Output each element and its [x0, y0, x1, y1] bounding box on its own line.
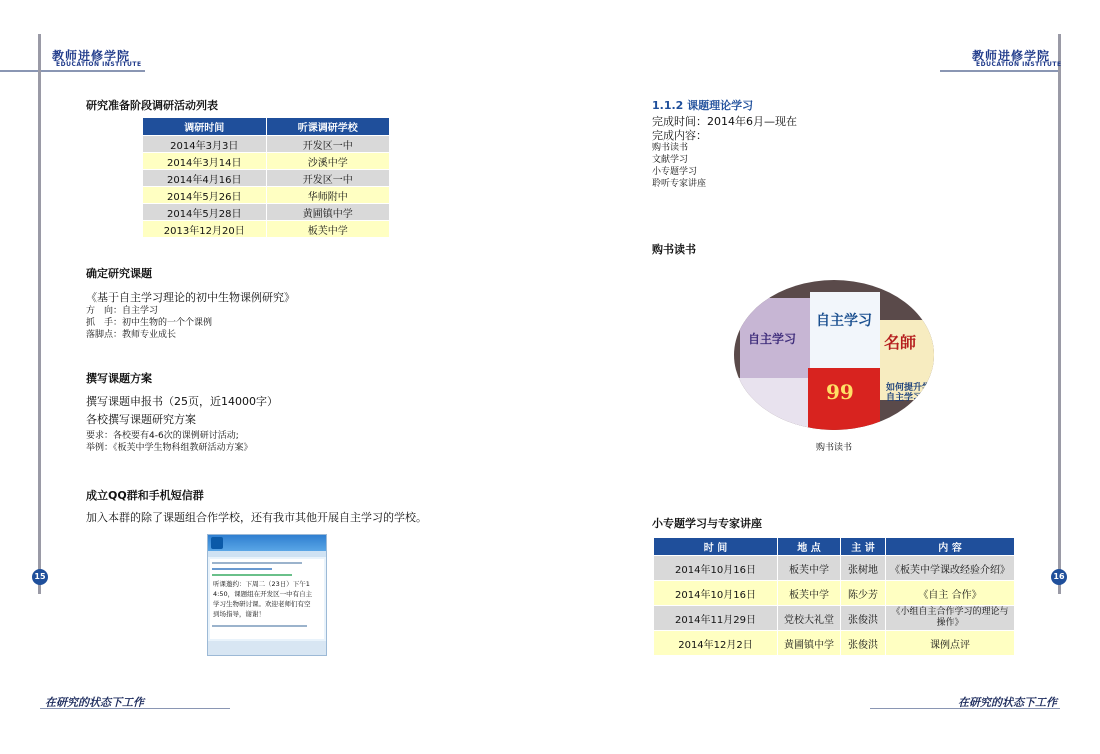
plan-example: 举例：《板芙中学生物科组教研活动方案》 — [86, 443, 253, 453]
cell-time: 2014年10月16日 — [654, 556, 778, 581]
book-cover — [738, 378, 808, 428]
page-edge-left — [38, 34, 41, 594]
books-photo — [734, 280, 934, 430]
cell-content: 课例点评 — [886, 631, 1015, 656]
qq-heading: 成立QQ群和手机短信群 — [86, 489, 204, 502]
lectures-table — [653, 537, 1015, 656]
theory-time: 完成时间：2014年6月—现在 — [652, 115, 797, 128]
footer-motto-right: 在研究的状态下工作 — [958, 696, 1057, 709]
survey-heading: 研究准备阶段调研活动列表 — [86, 99, 218, 112]
cell-date: 2014年5月28日 — [143, 204, 267, 221]
cell-date: 2014年4月16日 — [143, 170, 267, 187]
cell-place: 板芙中学 — [778, 556, 841, 581]
cell-time: 2014年11月29日 — [654, 606, 778, 631]
theory-item-2: 文献学习 — [652, 155, 689, 165]
cell-date: 2013年12月20日 — [143, 221, 267, 238]
qq-input-toolbar — [208, 641, 326, 655]
book-title: 名師 — [884, 333, 917, 352]
logo-title-right: 教师进修学院 — [972, 49, 1051, 63]
lectures-col-place: 地 点 — [778, 538, 841, 556]
topic-goal: 落脚点：教师专业成长 — [86, 330, 177, 340]
lectures-col-content: 内 容 — [886, 538, 1015, 556]
book-cover — [810, 292, 880, 380]
cell-speaker: 张俊洪 — [841, 631, 886, 656]
theory-item-3: 小专题学习 — [652, 167, 698, 177]
qq-meta-line — [212, 562, 302, 564]
cell-content: 《自主 合作》 — [886, 581, 1015, 606]
qq-title-bar — [208, 535, 326, 551]
qq-toolbar — [208, 551, 326, 557]
lectures-col-time: 时 间 — [654, 538, 778, 556]
book-title: 如何提升学 — [886, 383, 932, 393]
cell-place: 党校大礼堂 — [778, 606, 841, 631]
topic-direction: 方 向：自主学习 — [86, 306, 159, 316]
cell-school: 开发区一中 — [266, 136, 390, 153]
qq-avatar-icon — [211, 537, 223, 549]
table-row — [143, 136, 390, 153]
qq-meta-line — [212, 568, 272, 570]
cell-content: 《板芙中学课改经验介绍》 — [886, 556, 1015, 581]
qq-group-screenshot — [207, 534, 327, 656]
plan-line-1: 撰写课题申报书（25页，近14000字） — [86, 395, 278, 408]
table-row — [654, 631, 1015, 656]
survey-table — [142, 117, 390, 238]
survey-col-date: 调研时间 — [143, 118, 267, 136]
qq-meta-line — [212, 625, 307, 627]
cell-date: 2014年3月14日 — [143, 153, 267, 170]
cell-speaker: 张俊洪 — [841, 606, 886, 631]
logo-subtitle-right: EDUCATION INSTITUTE — [976, 61, 1062, 68]
qq-message-line-4: 到场指导，谢谢！ — [213, 610, 265, 618]
plan-heading: 撰写课题方案 — [86, 372, 152, 385]
table-row — [143, 221, 390, 238]
book-title: 自主学习 — [886, 393, 923, 403]
table-row — [143, 153, 390, 170]
cell-school: 沙溪中学 — [266, 153, 390, 170]
table-row — [654, 606, 1015, 631]
lectures-heading: 小专题学习与专家讲座 — [652, 517, 762, 530]
qq-message-line-2: 4:50，课题组在开发区一中有自主 — [213, 590, 313, 598]
table-row — [143, 204, 390, 221]
theory-content-label: 完成内容： — [652, 129, 707, 142]
qq-meta-line — [212, 574, 292, 576]
cell-time: 2014年10月16日 — [654, 581, 778, 606]
book-title: 自主学习 — [816, 313, 872, 329]
cell-school: 黄圃镇中学 — [266, 204, 390, 221]
logo-title-left: 教师进修学院 — [52, 49, 131, 63]
plan-requirement: 要求：各校要有4-6次的课例研讨活动; — [86, 431, 239, 441]
lectures-col-speaker: 主 讲 — [841, 538, 886, 556]
table-row — [143, 187, 390, 204]
topic-title: 《基于自主学习理论的初中生物课例研究》 — [86, 291, 295, 304]
theory-heading: 1.1.2 课题理论学习 — [652, 99, 754, 112]
cell-school: 开发区一中 — [266, 170, 390, 187]
cell-speaker: 张树地 — [841, 556, 886, 581]
table-row — [654, 556, 1015, 581]
page-number-left: 15 — [32, 569, 48, 585]
plan-line-2: 各校撰写课题研究方案 — [86, 413, 196, 426]
page-number-right: 16 — [1051, 569, 1067, 585]
topic-handle: 抓 手：初中生物的一个个课例 — [86, 318, 213, 328]
page-edge-right — [1058, 34, 1061, 594]
cell-place: 黄圃镇中学 — [778, 631, 841, 656]
qq-message-line-1: 听课邀约：下周二（23日）下午1 — [213, 580, 310, 588]
qq-chat-area — [210, 559, 324, 639]
header-rule-left — [0, 70, 145, 72]
books-caption: 购书读书 — [816, 443, 853, 453]
logo-subtitle-left: EDUCATION INSTITUTE — [56, 61, 142, 68]
qq-description: 加入本群的除了课题组合作学校，还有我市其他开展自主学习的学校。 — [86, 511, 427, 524]
book-title: 99 — [826, 380, 854, 404]
table-row — [654, 581, 1015, 606]
theory-item-4: 聆听专家讲座 — [652, 179, 707, 189]
topic-heading: 确定研究课题 — [86, 267, 152, 280]
cell-date: 2014年5月26日 — [143, 187, 267, 204]
survey-col-school: 听课调研学校 — [266, 118, 390, 136]
table-row — [143, 170, 390, 187]
qq-message-line-3: 学习生物研讨课。欢迎老师们有空 — [213, 600, 311, 608]
cell-place: 板芙中学 — [778, 581, 841, 606]
cell-school: 板芙中学 — [266, 221, 390, 238]
cell-date: 2014年3月3日 — [143, 136, 267, 153]
cell-school: 华师附中 — [266, 187, 390, 204]
cell-content: 《小组自主合作学习的理论与操作》 — [886, 606, 1015, 631]
header-rule-right — [940, 70, 1060, 72]
books-heading: 购书读书 — [652, 243, 696, 256]
cell-speaker: 陈少芳 — [841, 581, 886, 606]
theory-item-1: 购书读书 — [652, 143, 689, 153]
cell-time: 2014年12月2日 — [654, 631, 778, 656]
footer-motto-left: 在研究的状态下工作 — [45, 696, 144, 709]
book-title: 自主学习 — [748, 332, 797, 346]
